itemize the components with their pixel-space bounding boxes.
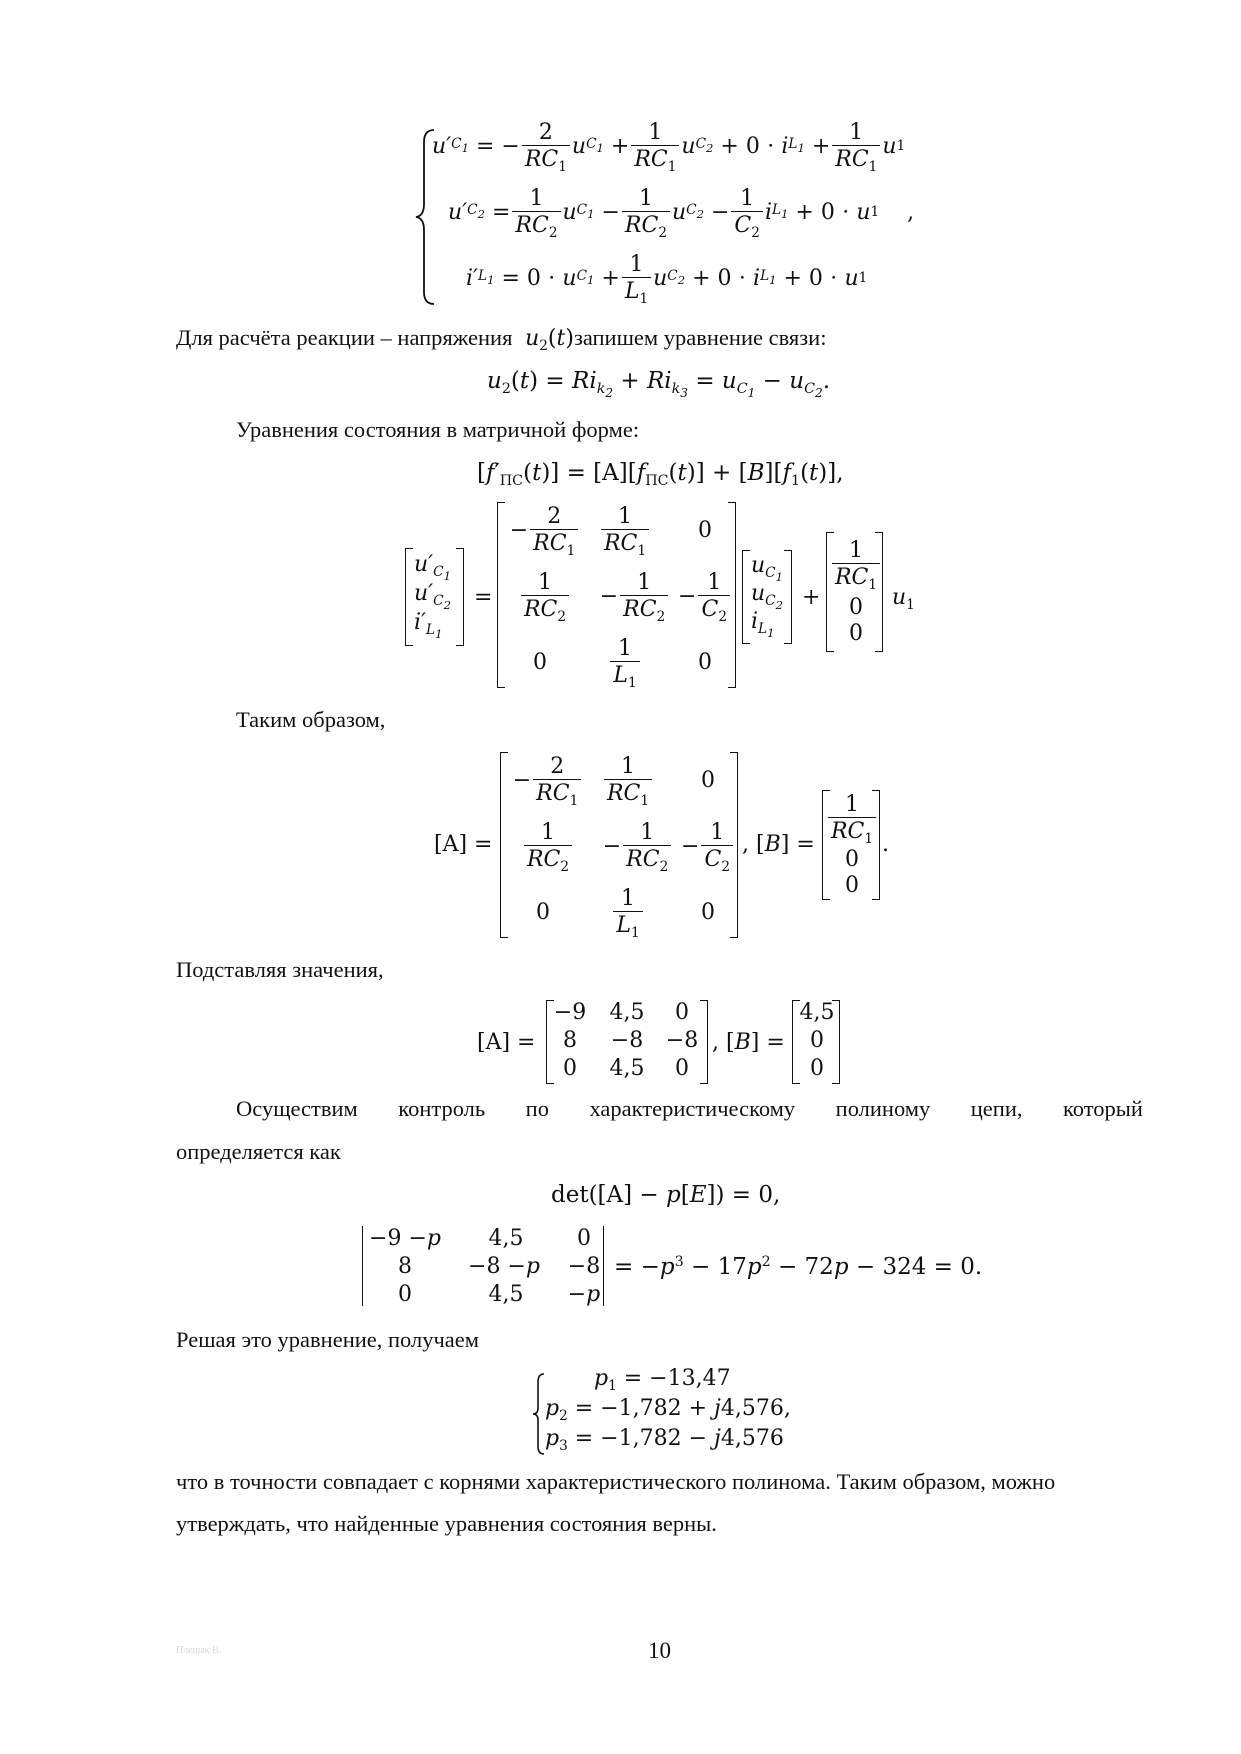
- det-cell: −9 − p: [369, 1225, 441, 1251]
- det-cell: − p: [567, 1281, 601, 1307]
- a-cell: −8: [665, 1027, 699, 1053]
- substituting-label: Подставляя значения,: [176, 957, 384, 982]
- a-cell: 4,5: [609, 1055, 645, 1081]
- solving-label: Решая это уравнение, получаем: [176, 1327, 480, 1352]
- b-cell: 4,5: [799, 999, 835, 1025]
- b-cell: 0: [810, 1027, 824, 1053]
- matrix-form-equation: $[f'_{ПС}(t)] = [A][f_{ПС}(t)] + [B][f_1(t)]$,: [477, 460, 844, 489]
- thus-label: Таким образом,: [236, 707, 386, 732]
- det-cell: 4,5: [488, 1281, 524, 1307]
- root-1: $p_1 = -13,47$: [594, 1366, 731, 1394]
- a-cell: −9: [553, 999, 587, 1025]
- reaction-u2t: $u_2(t)$: [525, 326, 574, 354]
- equation-dil1: i′ $L_1$ = 0 ⋅ u $C_1$ + $\frac{1}{L_1}$ u $C_2$ + 0 ⋅ i $L_1$ + 0 ⋅ u 1: [466, 251, 868, 307]
- matrix-form-intro: Уравнения состояния в матричной форме:: [236, 417, 640, 442]
- a-cell: 4,5: [609, 999, 645, 1025]
- reaction-intro: Для расчёта реакции – напряжения: [176, 325, 513, 350]
- det-equation: det([A] − p[E]) = 0,: [551, 1182, 781, 1208]
- conclusion-line-2: утверждать, что найденные уравнения состояния верны.: [176, 1511, 717, 1536]
- root-3: $p_3 = -1,782 - j4,576$: [545, 1426, 784, 1454]
- conclusion-line-1: что в точности совпадает с корнями характеристического полинома. Таким образом, можно: [176, 1469, 1056, 1494]
- equation-duc1: u′ $C_1$ = − $\frac{2}{RC_1}$ u $C_1$ + $\frac{1}{RC_1}$ u $C_2$ + 0 ⋅ i $L_1$ + $\frac{1}{RC_1}$ u 1: [432, 119, 906, 175]
- control-line-1: Осуществим контроль по характеристическому полиному цепи, который: [236, 1096, 1143, 1121]
- det-cell: −8: [567, 1253, 601, 1279]
- page-number: 10: [648, 1638, 671, 1663]
- equation-duc2: u′ $C_2$ = $\frac{1}{RC_2}$ u $C_1$ − $\frac{1}{RC_2}$ u $C_2$ − $\frac{1}{C_2}$ i $L_1$ + 0 ⋅ u 1 ,: [448, 185, 915, 241]
- coupling-equation: $u_2(t) = Ri_{k_2} + Ri_{k_3} = u_{C_1} - u_{C_2}$.: [487, 368, 831, 401]
- det-cell: 4,5: [488, 1225, 524, 1251]
- a-cell: 0: [675, 1055, 689, 1081]
- a-cell: −8: [610, 1027, 644, 1053]
- a-cell: 0: [563, 1055, 577, 1081]
- reaction-tail: запишем уравнение связи:: [573, 325, 827, 350]
- char-polynomial: = $-p^3 - 17p^2 - 72p - 324 = 0$.: [614, 1254, 983, 1280]
- roots-curly-brace: [532, 1372, 546, 1456]
- det-cell: 8: [398, 1253, 412, 1279]
- det-cell: 0: [398, 1281, 412, 1307]
- a-cell: 0: [675, 999, 689, 1025]
- a-cell: 8: [563, 1027, 577, 1053]
- det-cell: −8 − p: [468, 1253, 540, 1279]
- b-cell: 0: [810, 1055, 824, 1081]
- reaction-paragraph: [176, 324, 826, 353]
- watermark: Плешак В.: [176, 1645, 222, 1656]
- det-cell: 0: [577, 1225, 591, 1251]
- root-2: $p_2 = -1,782 + j4,576$,: [545, 1396, 791, 1424]
- control-line-2: определяется как: [176, 1139, 341, 1164]
